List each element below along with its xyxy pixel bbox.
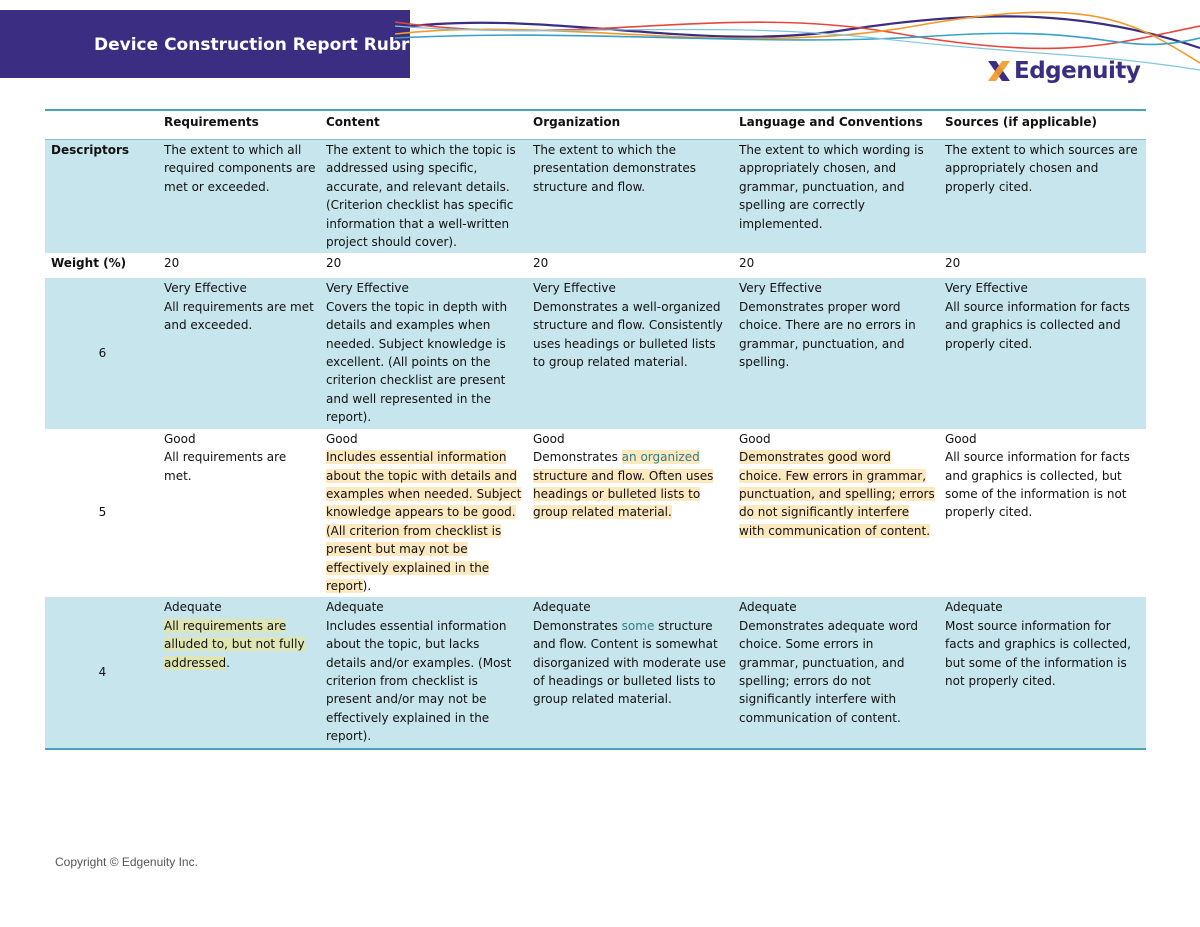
weight-cell: 20 xyxy=(326,256,342,271)
cell-text: Most source information for facts and graphics is collected, but some of the information is not properly cited. xyxy=(945,618,1131,688)
highlighted-text: Demonstrates good word choice. Few errors in grammar, punctuation, and spelling; errors do not significantly interfere with communication of content. xyxy=(739,450,935,538)
rubric-cell xyxy=(527,429,733,598)
score-row-5 xyxy=(45,429,1146,598)
cell-text: Demonstrates adequate word choice. Some errors in grammar, punctuation, and spelling; errors do not significantly interfere with communication of content. xyxy=(739,618,918,725)
header-corner xyxy=(45,110,158,140)
score-label: 6 xyxy=(45,278,158,428)
cell-text: All requirements are met and exceeded. xyxy=(164,299,314,333)
descriptor-cell: The extent to which the presentation demonstrates structure and flow. xyxy=(527,140,733,254)
title-banner xyxy=(0,10,426,78)
cell-text: structure and flow. Content is somewhat disorganized with moderate use of headings or bulleted lists to group related material. xyxy=(533,618,727,707)
level-label: Adequate xyxy=(164,600,222,615)
level-label: Very Effective xyxy=(164,281,247,296)
highlighted-text: All requirements are alluded to, but not fully addressed xyxy=(164,618,305,670)
score-label: 4 xyxy=(45,597,158,748)
cell-text: Demonstrates xyxy=(533,618,622,633)
highlighted-text: Includes essential information about the topic with details and examples when needed. Subject knowledge appears to be good. (All criterion from checklist is present but may not be effectively explained in the report xyxy=(326,450,522,593)
row-label: Weight (%) xyxy=(51,256,127,271)
logo-x-icon xyxy=(985,57,1013,85)
descriptor-cell: The extent to which all required components are met or exceeded. xyxy=(158,140,320,254)
column-header: Content xyxy=(320,110,527,140)
level-label: Adequate xyxy=(326,600,384,615)
rubric-cell xyxy=(939,429,1146,598)
descriptor-cell: The extent to which sources are appropriately chosen and properly cited. xyxy=(939,140,1146,254)
column-header: Sources (if applicable) xyxy=(939,110,1146,140)
level-label: Adequate xyxy=(739,600,797,615)
rubric-cell xyxy=(733,429,939,598)
column-header: Organization xyxy=(527,110,733,140)
teal-highlighted-text: an organized xyxy=(621,450,700,465)
rubric-cell xyxy=(527,597,733,748)
rubric-cell xyxy=(733,278,939,428)
level-label: Adequate xyxy=(945,600,1003,615)
cell-text: ). xyxy=(362,578,372,593)
rubric-cell xyxy=(939,278,1146,428)
level-label: Very Effective xyxy=(945,281,1028,296)
header-row xyxy=(45,110,1146,140)
rubric-table xyxy=(45,109,1146,750)
weight-cell: 20 xyxy=(164,256,180,271)
logo-text: Edgenuity xyxy=(1014,58,1141,84)
weight-cell: 20 xyxy=(533,256,549,271)
rubric-cell xyxy=(320,278,527,428)
cell-text: All source information for facts and graphics is collected, but some of the information is not properly cited. xyxy=(945,450,1130,520)
weight-cell: 20 xyxy=(945,256,961,271)
level-label: Very Effective xyxy=(533,281,616,296)
cell-text: Demonstrates proper word choice. There are no errors in grammar, punctuation, and spelling. xyxy=(739,299,916,370)
level-label: Good xyxy=(326,431,358,446)
rubric-cell xyxy=(320,429,527,598)
weight-row xyxy=(45,253,1146,278)
level-label: Good xyxy=(739,431,771,446)
copyright-footer: Copyright © Edgenuity Inc. xyxy=(55,855,198,869)
weight-cell: 20 xyxy=(739,256,755,271)
cell-text: Demonstrates xyxy=(533,450,622,465)
rubric-cell xyxy=(320,597,527,748)
level-label: Good xyxy=(533,431,565,446)
score-row-4 xyxy=(45,597,1146,748)
rubric-cell xyxy=(158,278,320,428)
level-label: Good xyxy=(164,431,196,446)
score-label: 5 xyxy=(98,505,107,520)
descriptors-row xyxy=(45,140,1146,254)
teal-text: some xyxy=(621,618,655,633)
column-header: Requirements xyxy=(158,110,320,140)
cell-text: Covers the topic in depth with details and examples when needed. Subject knowledge is excellent. (All points on the criterion checklist are present and well represented in the report). xyxy=(326,299,508,425)
score-row-6 xyxy=(45,278,1146,428)
rubric-cell xyxy=(733,597,939,748)
column-header: Language and Conventions xyxy=(733,110,939,140)
cell-text: All requirements are met. xyxy=(164,450,287,483)
cell-text: All source information for facts and graphics is collected and properly cited. xyxy=(945,299,1130,351)
cell-text: . xyxy=(226,655,230,670)
page-title: Device Construction Report Rubric xyxy=(94,35,426,55)
row-label: Descriptors xyxy=(45,140,158,254)
rubric-cell xyxy=(158,597,320,748)
cell-text: Demonstrates a well-organized structure and flow. Consistently uses headings or bulleted lists to group related material. xyxy=(533,299,723,370)
rubric-cell xyxy=(939,597,1146,748)
level-label: Adequate xyxy=(533,600,591,615)
level-label: Very Effective xyxy=(739,281,822,296)
descriptor-cell: The extent to which the topic is addressed using specific, accurate, and relevant details. (Criterion checklist has specific information that a well-written project should cover). xyxy=(320,140,527,254)
rubric-cell xyxy=(527,278,733,428)
level-label: Good xyxy=(945,431,977,446)
edgenuity-logo xyxy=(985,55,1140,87)
descriptor-cell: The extent to which wording is appropriately chosen, and grammar, punctuation, and spelling are correctly implemented. xyxy=(733,140,939,254)
highlighted-text: structure and flow. Often uses headings or bulleted lists to group related material. xyxy=(533,468,714,520)
cell-text: Includes essential information about the topic, but lacks details and/or examples. (Most criterion from checklist is present and/or may not be effectively explained in the report). xyxy=(326,618,512,744)
rubric-cell xyxy=(158,429,320,598)
level-label: Very Effective xyxy=(326,281,409,296)
